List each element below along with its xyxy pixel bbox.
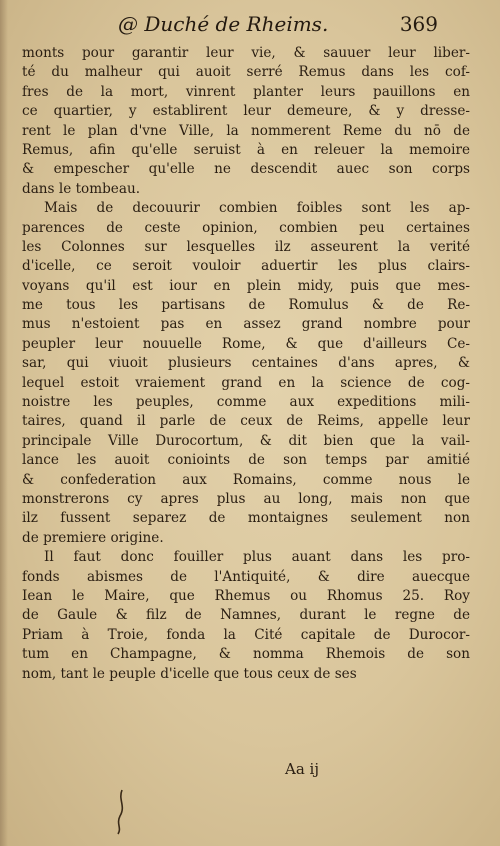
running-head-title: @ Duché de Rheims.: [118, 12, 329, 36]
text-line: peupler leur nouuelle Rome, & que d'ailleurs Ce-: [22, 335, 470, 352]
text-line: lequel estoit vraiement grand en la science de cog-: [22, 374, 470, 391]
text-line: rent le plan d'vne Ville, la nommerent Reme du nō de: [22, 122, 470, 139]
text-line: ce quartier, y establirent leur demeure, & y dresse-: [22, 103, 470, 120]
text-line: lance les auoit conioints de son temps par amitié: [22, 452, 470, 469]
text-line: tum en Champagne, & nomma Rhemois de son: [22, 646, 470, 663]
running-head: [118, 12, 438, 38]
page-number: 369: [399, 12, 438, 36]
page-gutter-shadow: [0, 0, 8, 846]
text-line: sar, qui viuoit plusieurs centaines d'ans apres, &: [22, 355, 470, 372]
text-line: voyans qu'il est iour en plein midy, puis que mes-: [22, 277, 470, 294]
text-line: & confederation aux Romains, comme nous le: [22, 471, 470, 488]
text-line: fonds abismes de l'Antiquité, & dire auecque: [22, 568, 470, 585]
text-line: principale Ville Durocortum, & dit bien que la vail-: [22, 432, 470, 449]
ink-mark: [100, 786, 140, 836]
text-line: me tous les partisans de Romulus & de Re-: [22, 297, 470, 314]
text-line: monts pour garantir leur vie, & sauuer leur liber-: [22, 45, 470, 61]
text-line: Il faut donc fouiller plus auant dans les pro-: [44, 549, 470, 566]
text-line: mus n'estoient pas en assez grand nombre pour: [22, 316, 470, 333]
text-line: de Gaule & filz de Namnes, durant le regne de: [22, 607, 470, 624]
text-line: taires, quand il parle de ceux de Reims, appelle leur: [22, 413, 470, 430]
text-line: Iean le Maire, que Rhemus ou Rhomus 25. Roy: [22, 587, 470, 604]
text-line: Remus, afin qu'elle seruist à en releuer la memoire: [22, 141, 470, 158]
text-line: les Colonnes sur lesquelles ilz asseurent la verité: [22, 238, 470, 255]
text-line: té du malheur qui auoit serré Remus dans les cof-: [22, 64, 470, 81]
text-line: noistre les peuples, comme aux expeditions mili-: [22, 394, 470, 411]
text-line: fres de la mort, vinrent planter leurs pauillons en: [22, 83, 470, 100]
text-line: Mais de decouurir combien foibles sont les ap-: [44, 200, 470, 217]
text-line: Priam à Troie, fonda la Cité capitale de Durocor-: [22, 626, 470, 643]
text-line: dans le tombeau.: [22, 180, 141, 197]
signature-mark: Aa ij: [285, 760, 319, 778]
text-line: parences de ceste opinion, combien peu certaines: [22, 219, 470, 236]
text-line: nom, tant le peuple d'icelle que tous ceux de ses: [22, 665, 357, 682]
text-line: ilz fussent separez de montaignes seulement non: [22, 510, 470, 527]
text-line: d'icelle, ce seroit vouloir aduertir les plus clairs-: [22, 258, 470, 275]
body-text: [22, 44, 470, 684]
text-line: monstrerons cy apres plus au long, mais non que: [22, 490, 470, 507]
text-line: de premiere origine.: [22, 529, 164, 546]
text-line: & empescher qu'elle ne descendit auec son corps: [22, 161, 470, 178]
